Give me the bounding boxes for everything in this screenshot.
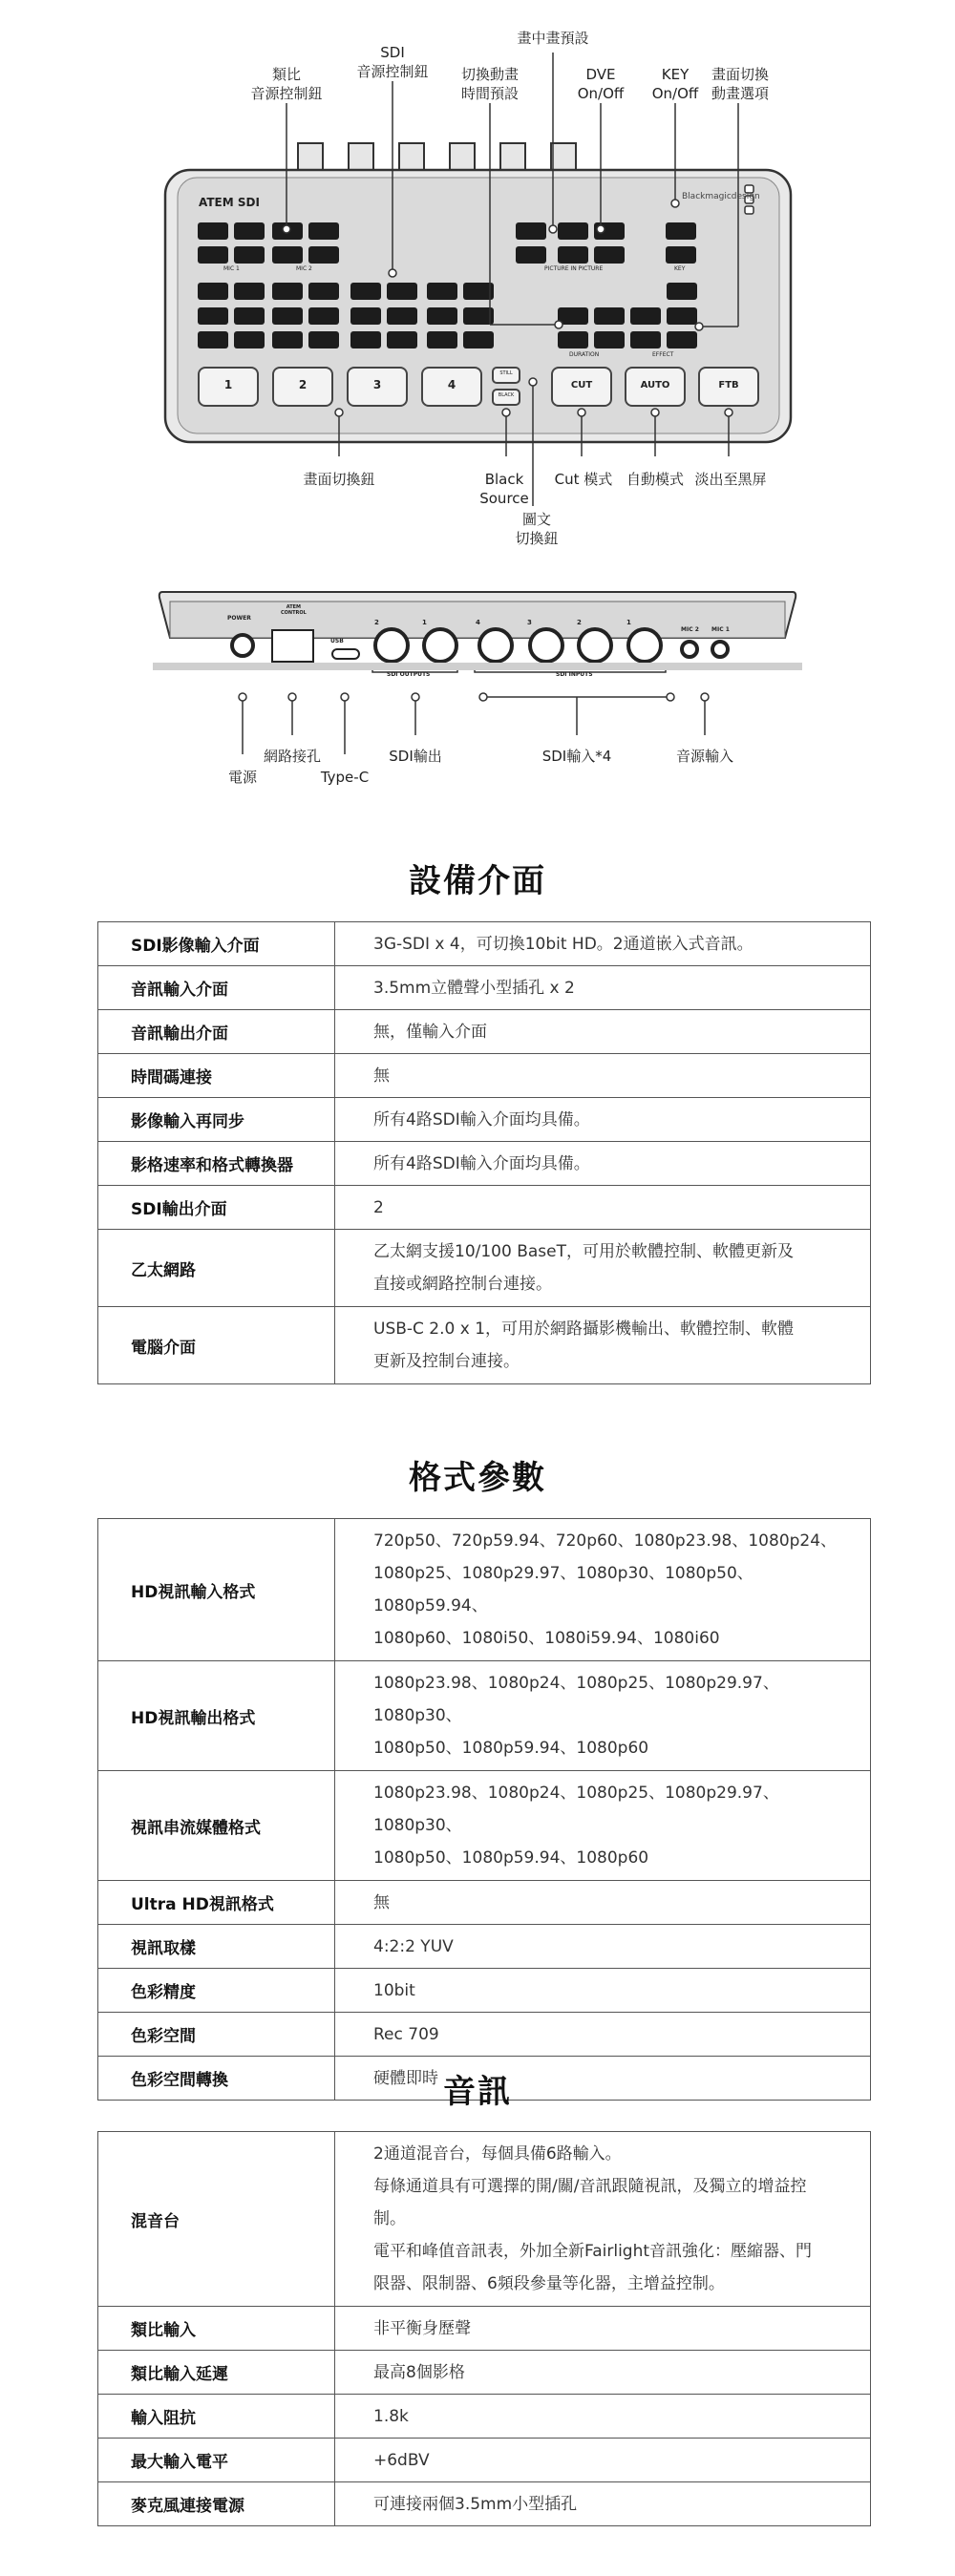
table-row xyxy=(98,1307,871,1384)
interfaces-table xyxy=(97,921,871,1384)
auto-button: AUTO xyxy=(640,380,670,391)
spec-value: 4:2:2 YUV xyxy=(335,1925,871,1969)
rear-control-label: ATEM CONTROL xyxy=(281,604,307,616)
panel-effect-label: EFFECT xyxy=(652,351,674,358)
spec-value: 1080p23.98、1080p24、1080p25、1080p29.97、1080p30、 1080p50、1080p59.94、1080p60 xyxy=(335,1771,871,1881)
spec-value: 乙太網支援10/100 BaseT，可用於軟體控制、軟體更新及 直接或網路控制台連接。 xyxy=(335,1230,871,1307)
table-row xyxy=(98,966,871,1010)
device-illustration xyxy=(0,0,955,812)
label-cut-mode: Cut 模式 xyxy=(554,471,613,488)
spec-value: 1080p23.98、1080p24、1080p25、1080p29.97、1080p30、 1080p50、1080p59.94、1080p60 xyxy=(335,1661,871,1771)
source-2-button: 2 xyxy=(298,378,308,391)
spec-value: 3.5mm立體聲小型插孔 x 2 xyxy=(335,966,871,1010)
spec-key: 影像輸入再同步 xyxy=(98,1098,335,1142)
section-title-formats: 格式參數 xyxy=(409,1459,546,1497)
label-black-source: Black Source xyxy=(479,471,529,507)
rear-in-2: 2 xyxy=(577,619,582,626)
spec-key: 電腦介面 xyxy=(98,1307,335,1384)
panel-key-label: KEY xyxy=(674,265,686,272)
spec-key: HD視訊輸出格式 xyxy=(98,1661,335,1771)
rear-sdi-in-label: SDI INPUTS xyxy=(556,671,593,678)
spec-value: 非平衡身歷聲 xyxy=(335,2307,871,2351)
rear-out-1: 1 xyxy=(422,619,427,626)
table-row xyxy=(98,1881,871,1925)
label-typec: Type-C xyxy=(320,769,370,786)
label-auto-mode: 自動模式 xyxy=(626,471,684,488)
black-button: BLACK xyxy=(498,392,515,398)
rear-in-4: 4 xyxy=(476,619,480,626)
spec-value: 10bit xyxy=(335,1969,871,2013)
label-pip-preset: 畫中畫預設 xyxy=(517,30,589,47)
spec-value: USB-C 2.0 x 1，可用於網路攝影機輸出、軟體控制、軟體 更新及控制台連接。 xyxy=(335,1307,871,1384)
table-row xyxy=(98,2013,871,2057)
spec-value: +6dBV xyxy=(335,2439,871,2482)
audio-table xyxy=(97,2131,871,2526)
table-row xyxy=(98,2307,871,2351)
rear-out-2: 2 xyxy=(374,619,379,626)
rear-in-1: 1 xyxy=(626,619,631,626)
ftb-button: FTB xyxy=(718,380,739,391)
spec-value: 720p50、720p59.94、720p60、1080p23.98、1080p24、 1080p25、1080p29.97、1080p30、1080p50、1080p59.94、 1080p60、1080i50、1080i59.94、1080i60 xyxy=(335,1519,871,1661)
label-sdi-out: SDI輸出 xyxy=(389,748,442,765)
table-row xyxy=(98,2395,871,2439)
table-row xyxy=(98,1098,871,1142)
label-key: KEY On/Off xyxy=(651,66,699,102)
table-row xyxy=(98,922,871,966)
spec-key: 類比輸入延遲 xyxy=(98,2351,335,2395)
spec-key: 乙太網路 xyxy=(98,1230,335,1307)
table-row xyxy=(98,1142,871,1186)
formats-table xyxy=(97,1518,871,2101)
table-row xyxy=(98,2351,871,2395)
table-row xyxy=(98,1010,871,1054)
spec-key: 類比輸入 xyxy=(98,2307,335,2351)
panel-brand-logo: Blackmagicdesign xyxy=(682,192,760,201)
label-sdi-audio: SDI 音源控制鈕 xyxy=(356,44,429,80)
label-analog-audio: 類比 音源控制鈕 xyxy=(250,66,323,102)
spec-key: 麥克風連接電源 xyxy=(98,2482,335,2526)
source-1-button: 1 xyxy=(223,378,233,391)
label-sdi-in: SDI輸入*4 xyxy=(541,748,612,765)
label-transition-options: 畫面切換 動畫選項 xyxy=(711,66,769,102)
spec-key: 音訊輸入介面 xyxy=(98,966,335,1010)
source-3-button: 3 xyxy=(372,378,382,391)
label-ftb-mode: 淡出至黑屏 xyxy=(694,471,767,488)
spec-key: 時間碼連接 xyxy=(98,1054,335,1098)
panel-model-label: ATEM SDI xyxy=(199,196,260,209)
spec-key: 影格速率和格式轉換器 xyxy=(98,1142,335,1186)
label-dve: DVE On/Off xyxy=(577,66,625,102)
rear-power-label: POWER xyxy=(227,615,251,622)
rear-usb-label: USB xyxy=(330,638,344,644)
spec-value: 可連接兩個3.5mm小型插孔 xyxy=(335,2482,871,2526)
label-still-button: 圖文 切換鈕 xyxy=(515,511,559,547)
spec-value: 所有4路SDI輸入介面均具備。 xyxy=(335,1098,871,1142)
section-title-interfaces: 設備介面 xyxy=(409,862,546,900)
still-button: STILL xyxy=(499,370,513,376)
table-row xyxy=(98,1969,871,2013)
spec-key: HD視訊輸入格式 xyxy=(98,1519,335,1661)
section-title-audio: 音訊 xyxy=(443,2073,512,2111)
label-power: 電源 xyxy=(227,769,257,786)
spec-value: 2通道混音台，每個具備6路輸入。 每條通道具有可選擇的開/關/音訊跟隨視訊，及獨立的增益控 制。 電平和峰值音訊表，外加全新Fairlight音訊強化：壓縮器、門 限器、限制器、6頻段參量等化器，主增益控制。 xyxy=(335,2132,871,2307)
spec-key: Ultra HD視訊格式 xyxy=(98,1881,335,1925)
spec-value: 硬體即時 xyxy=(335,2057,871,2101)
table-row xyxy=(98,1054,871,1098)
spec-key: 色彩空間 xyxy=(98,2013,335,2057)
table-row xyxy=(98,1925,871,1969)
panel-mic1-label: MIC 1 xyxy=(223,265,240,272)
rear-in-3: 3 xyxy=(527,619,532,626)
rear-sdi-out-label: SDI OUTPUTS xyxy=(387,671,431,678)
panel-pip-label: PICTURE IN PICTURE xyxy=(544,265,604,272)
table-row xyxy=(98,1771,871,1881)
table-row xyxy=(98,1186,871,1230)
spec-value: Rec 709 xyxy=(335,2013,871,2057)
rear-mic2-label: MIC 2 xyxy=(681,626,699,633)
spec-value: 2 xyxy=(335,1186,871,1230)
spec-key: 色彩空間轉換 xyxy=(98,2057,335,2101)
spec-key: 混音台 xyxy=(98,2132,335,2307)
label-source-buttons: 畫面切換鈕 xyxy=(303,471,375,488)
spec-key: SDI影像輸入介面 xyxy=(98,922,335,966)
table-row xyxy=(98,2439,871,2482)
spec-key: 最大輸入電平 xyxy=(98,2439,335,2482)
spec-key: 輸入阻抗 xyxy=(98,2395,335,2439)
label-transition-duration: 切換動畫 時間預設 xyxy=(460,66,519,102)
spec-key: 視訊取樣 xyxy=(98,1925,335,1969)
cut-button: CUT xyxy=(570,380,593,391)
panel-duration-label: DURATION xyxy=(569,351,600,358)
spec-key: SDI輸出介面 xyxy=(98,1186,335,1230)
spec-value: 無 xyxy=(335,1881,871,1925)
product-diagram xyxy=(0,0,955,812)
table-row xyxy=(98,1661,871,1771)
spec-key: 色彩精度 xyxy=(98,1969,335,2013)
table-row xyxy=(98,1519,871,1661)
label-audio-in: 音源輸入 xyxy=(675,748,733,765)
table-row xyxy=(98,2132,871,2307)
table-row xyxy=(98,2482,871,2526)
spec-key: 音訊輸出介面 xyxy=(98,1010,335,1054)
rear-mic1-label: MIC 1 xyxy=(711,626,730,633)
label-network: 網路接孔 xyxy=(263,748,321,765)
source-4-button: 4 xyxy=(447,378,456,391)
spec-key: 視訊串流媒體格式 xyxy=(98,1771,335,1881)
panel-mic2-label: MIC 2 xyxy=(296,265,312,272)
spec-value: 所有4路SDI輸入介面均具備。 xyxy=(335,1142,871,1186)
table-row xyxy=(98,1230,871,1307)
spec-value: 3G-SDI x 4，可切換10bit HD。2通道嵌入式音訊。 xyxy=(335,922,871,966)
spec-value: 無 xyxy=(335,1054,871,1098)
spec-value: 1.8k xyxy=(335,2395,871,2439)
spec-value: 最高8個影格 xyxy=(335,2351,871,2395)
spec-value: 無，僅輸入介面 xyxy=(335,1010,871,1054)
